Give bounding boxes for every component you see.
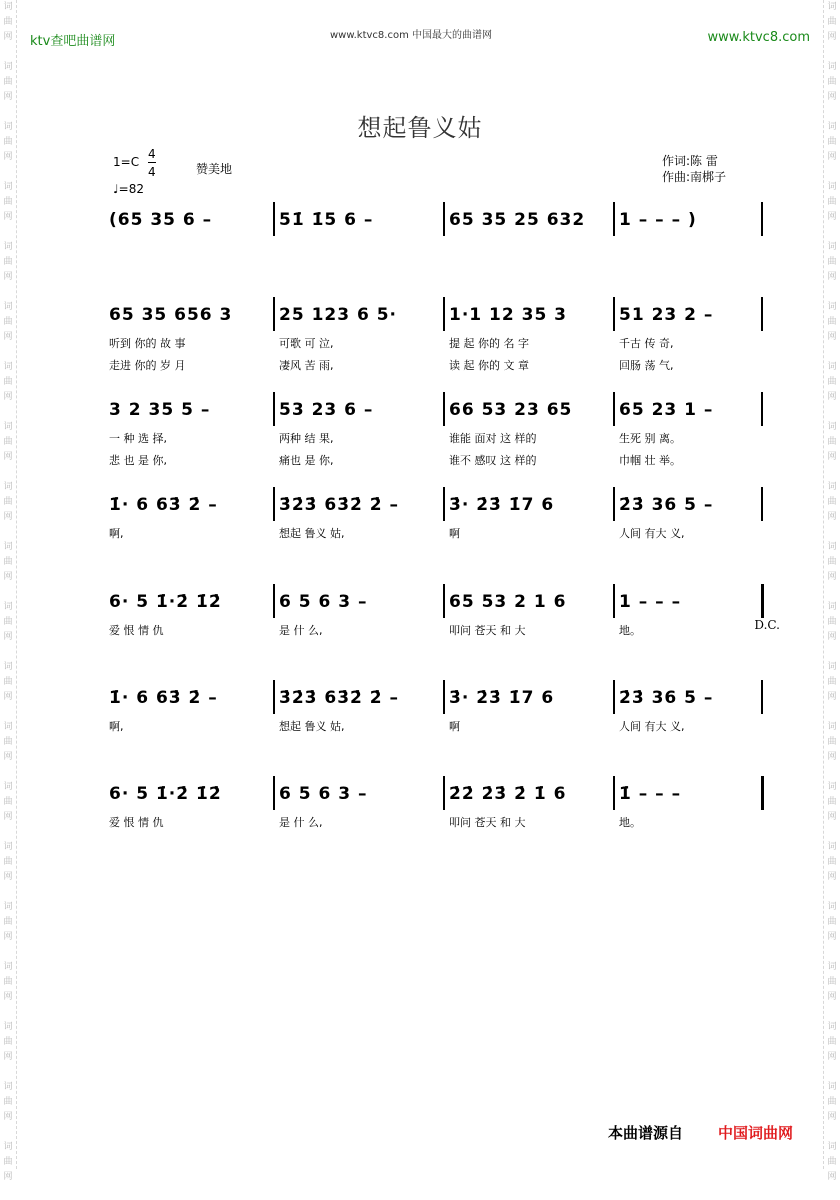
lyric-line: 回肠 荡 气, (619, 359, 674, 372)
bar-line (273, 297, 275, 331)
score-system (105, 495, 770, 575)
bar-line (443, 680, 445, 714)
lyricist-credit: 作词:陈 雷 (662, 154, 718, 168)
lyric-line: 谁能 面对 这 样的 (449, 432, 537, 445)
measure-notes: 51̇ 1̇5 6 – (279, 210, 374, 230)
time-signature-bottom: 4 (148, 162, 156, 180)
lyric-line: 听到 你的 故 事 (109, 337, 186, 350)
lyric-line: 叩问 苍天 和 大 (449, 624, 526, 637)
lyric-line: 凄风 苦 雨, (279, 359, 334, 372)
lyric-line: 想起 鲁义 姑, (279, 720, 345, 733)
measure-notes: 51 23 2 – (619, 305, 714, 325)
measure-notes: 65 35 656 3 (109, 305, 233, 325)
measure-notes: 1̇· 6 63̇ 2̇ – (109, 495, 218, 515)
lyric-line: 地。 (619, 624, 641, 637)
dc-mark: D.C. (754, 618, 780, 632)
lyric-line: 啊, (109, 720, 124, 733)
score-system (105, 210, 770, 290)
bar-line (613, 392, 615, 426)
lyric-line: 啊, (109, 527, 124, 540)
measure-notes: 3 2 35 5 – (109, 400, 211, 420)
score-system (105, 688, 770, 768)
key-signature: 1=C (113, 155, 140, 169)
measure-notes: 65 53 2 1 6 (449, 592, 567, 612)
bar-line (761, 297, 763, 331)
lyric-line: 啊 (449, 720, 460, 733)
lyric-line: 悲 也 是 你, (109, 454, 167, 467)
composer-credit: 作曲:南梆子 (662, 170, 727, 184)
bar-line (613, 680, 615, 714)
lyric-line: 爱 恨 情 仇 (109, 624, 164, 637)
score-system (105, 305, 770, 385)
measure-notes: 6· 5 1̇·2̇ 1̇2̇ (109, 592, 222, 612)
measure-notes: 6 5 6 3 – (279, 784, 368, 804)
bar-line (273, 584, 275, 618)
song-title: 想起鲁义姑 (357, 114, 483, 142)
score-system (105, 400, 770, 480)
lyric-line: 生死 别 离。 (619, 432, 681, 445)
lyric-line: 人间 有大 义, (619, 720, 685, 733)
bar-line (761, 392, 763, 426)
mood-marking: 赞美地 (196, 162, 233, 176)
measure-notes: 1 – – – (619, 592, 682, 612)
bar-line (273, 202, 275, 236)
lyric-line: 读 起 你的 文 章 (449, 359, 529, 372)
lyric-line: 谁不 感叹 这 样的 (449, 454, 537, 467)
bar-line (273, 776, 275, 810)
lyric-line: 走进 你的 岁 月 (109, 359, 186, 372)
measure-notes: 66 53 23 65 (449, 400, 573, 420)
bar-line (761, 584, 764, 618)
measure-notes: 6· 5 1̇·2̇ 1̇2̇ (109, 784, 222, 804)
left-watermark-strip: 词 曲 网 词 曲 网 词 曲 网 词 曲 网 词 曲 网 词 曲 网 词 曲 网 词 曲 网 词 曲 网 词 曲 网 词 曲 网 词 曲 网 词 曲 网 词 曲 网 词 曲 网 词 曲 网 词 曲 网 词 曲 网 词 曲 网 词 曲 网 (0, 0, 17, 1169)
header-site-slogan: www.ktvc8.com 中国最大的曲谱网 (330, 30, 493, 41)
bar-line (761, 776, 764, 810)
measure-notes: 1·1 12 35 3 (449, 305, 568, 325)
bar-line (613, 202, 615, 236)
lyric-line: 想起 鲁义 姑, (279, 527, 345, 540)
bar-line (613, 776, 615, 810)
measure-notes: 3̇· 2̇3̇ 1̇7 6 (449, 688, 555, 708)
bar-line (443, 202, 445, 236)
measure-notes: 2̇3̇ 36 5 – (619, 495, 714, 515)
lyric-line: 是 什 么, (279, 624, 323, 637)
measure-notes: 1̇· 6 63̇ 2̇ – (109, 688, 218, 708)
bar-line (443, 776, 445, 810)
lyric-line: 可歌 可 泣, (279, 337, 334, 350)
measure-notes: 53 23 6 – (279, 400, 374, 420)
bar-line (761, 487, 763, 521)
bar-line (613, 297, 615, 331)
measure-notes: 3̇2̇3̇ 63̇2̇ 2̇ – (279, 495, 400, 515)
lyric-line: 叩问 苍天 和 大 (449, 816, 526, 829)
measure-notes: 6 5 6 3 – (279, 592, 368, 612)
header-site-name[interactable]: ktv查吧曲谱网 (30, 34, 116, 49)
lyric-line: 提 起 你的 名 字 (449, 337, 529, 350)
measure-notes: 2̇2̇ 2̇3̇ 2̇ 1̇ 6 (449, 784, 567, 804)
measure-notes: 3̇2̇3̇ 63̇2̇ 2̇ – (279, 688, 400, 708)
lyric-line: 千古 传 奇, (619, 337, 674, 350)
lyric-line: 爱 恨 情 仇 (109, 816, 164, 829)
bar-line (613, 487, 615, 521)
lyric-line: 啊 (449, 527, 460, 540)
measure-notes: (65 35 6 – (109, 210, 213, 230)
footer-source-label: 本曲谱源自 (608, 1124, 684, 1142)
header-site-url[interactable]: www.ktvc8.com (707, 30, 810, 45)
bar-line (443, 297, 445, 331)
footer-site-name[interactable]: 中国词曲网 (718, 1124, 794, 1142)
bar-line (443, 392, 445, 426)
bar-line (761, 680, 763, 714)
measure-notes: 65 35 25 632 (449, 210, 586, 230)
measure-notes: 65 23 1 – (619, 400, 714, 420)
bar-line (613, 584, 615, 618)
measure-notes: 1̇ – – – (619, 784, 682, 804)
lyric-line: 两种 结 果, (279, 432, 334, 445)
lyric-line: 地。 (619, 816, 641, 829)
bar-line (443, 584, 445, 618)
measure-notes: 2̇3̇ 36 5 – (619, 688, 714, 708)
lyric-line: 是 什 么, (279, 816, 323, 829)
measure-notes: 25 123 6 5· (279, 305, 398, 325)
tempo-marking: ♩=82 (113, 182, 144, 196)
measure-notes: 1 – – – ) (619, 210, 697, 230)
lyric-line: 一 种 选 择, (109, 432, 167, 445)
right-watermark-strip: 词 曲 网 词 曲 网 词 曲 网 词 曲 网 词 曲 网 词 曲 网 词 曲 网 词 曲 网 词 曲 网 词 曲 网 词 曲 网 词 曲 网 词 曲 网 词 曲 网 词 曲 网 词 曲 网 词 曲 网 词 曲 网 词 曲 网 词 曲 网 (823, 0, 840, 1169)
score-system (105, 592, 770, 672)
score-system (105, 784, 770, 864)
lyric-line: 人间 有大 义, (619, 527, 685, 540)
time-signature (148, 146, 156, 180)
bar-line (273, 680, 275, 714)
bar-line (443, 487, 445, 521)
time-signature-top: 4 (148, 147, 156, 161)
lyric-line: 巾帼 壮 举。 (619, 454, 681, 467)
bar-line (273, 487, 275, 521)
bar-line (273, 392, 275, 426)
bar-line (761, 202, 763, 236)
measure-notes: 3̇· 2̇3̇ 1̇7 6 (449, 495, 555, 515)
lyric-line: 痛也 是 你, (279, 454, 334, 467)
